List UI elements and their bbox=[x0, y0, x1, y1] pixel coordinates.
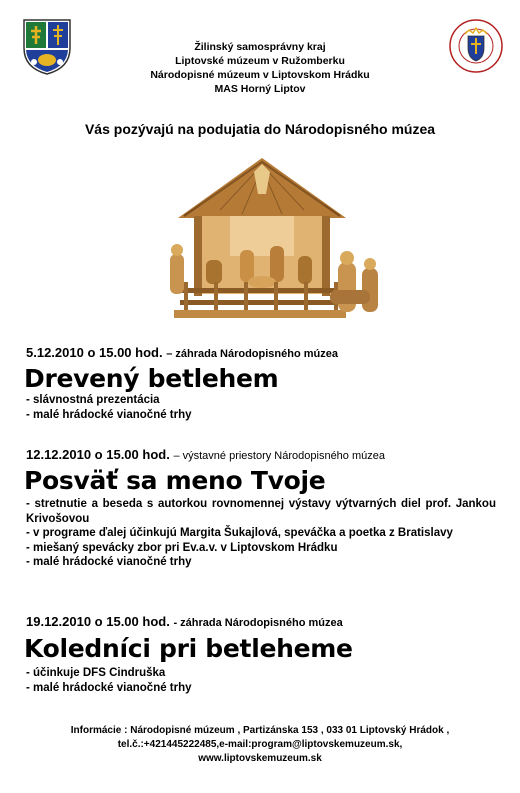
list-item: - malé hrádocké vianočné trhy bbox=[26, 556, 192, 568]
event-date-line bbox=[26, 345, 338, 360]
event-title: Posväť sa meno Tvoje bbox=[24, 466, 326, 495]
list-item: - malé hrádocké vianočné trhy bbox=[26, 681, 192, 694]
footer-contact: tel.č.:+421445222485,e-mail:program@liptovskemuzeum.sk, bbox=[117, 739, 403, 750]
event-date: 12.12.2010 o 15.00 hod. bbox=[26, 447, 170, 462]
nativity-scene-image bbox=[170, 150, 390, 335]
organizer-line: Národopisné múzeum v Liptovskom Hrádku bbox=[150, 69, 370, 81]
event-date: 19.12.2010 o 15.00 hod. bbox=[26, 614, 170, 629]
invitation-heading: Vás pozývajú na podujatia do Národopisného múzea bbox=[84, 121, 436, 137]
list-item: - v programe ďalej účinkujú Margita Šukajlová, speváčka a poetka z Bratislavy bbox=[26, 527, 453, 539]
event-program-list bbox=[26, 393, 496, 422]
organizer-line: Liptovské múzeum v Ružomberku bbox=[175, 55, 345, 67]
list-item: - slávnostná prezentácia bbox=[26, 394, 160, 406]
organizer-line: MAS Horný Liptov bbox=[214, 83, 306, 95]
event-program-list bbox=[26, 666, 496, 695]
footer-website: www.liptovskemuzeum.sk bbox=[198, 753, 322, 764]
organizers-block bbox=[0, 40, 520, 96]
event-location: - záhrada Národopisného múzea bbox=[173, 617, 343, 629]
event-date: 5.12.2010 o 15.00 hod. bbox=[26, 345, 163, 360]
event-title: Drevený betlehem bbox=[24, 364, 279, 393]
event-date-line bbox=[26, 614, 343, 629]
event-location: – výstavné priestory Národopisného múzea bbox=[173, 450, 385, 462]
contact-footer bbox=[0, 724, 520, 766]
list-item: - stretnutie a beseda s autorkou rovnomennej výstavy výtvarných diel prof. Jankou Krivošovou bbox=[26, 498, 496, 525]
event-date-line bbox=[26, 447, 385, 462]
list-item: - miešaný spevácky zbor pri Ev.a.v. v Liptovskom Hrádku bbox=[26, 541, 338, 554]
organizer-line: Žilinský samosprávny kraj bbox=[194, 41, 326, 53]
event-program-list bbox=[26, 497, 496, 570]
list-item: - malé hrádocké vianočné trhy bbox=[26, 408, 192, 421]
footer-address: Informácie : Národopisné múzeum , Partizánska 153 , 033 01 Liptovský Hrádok , bbox=[70, 725, 450, 736]
event-location: – záhrada Národopisného múzea bbox=[166, 348, 338, 360]
event-title: Koledníci pri betleheme bbox=[24, 634, 353, 663]
list-item: - účinkuje DFS Cindruška bbox=[26, 667, 166, 679]
